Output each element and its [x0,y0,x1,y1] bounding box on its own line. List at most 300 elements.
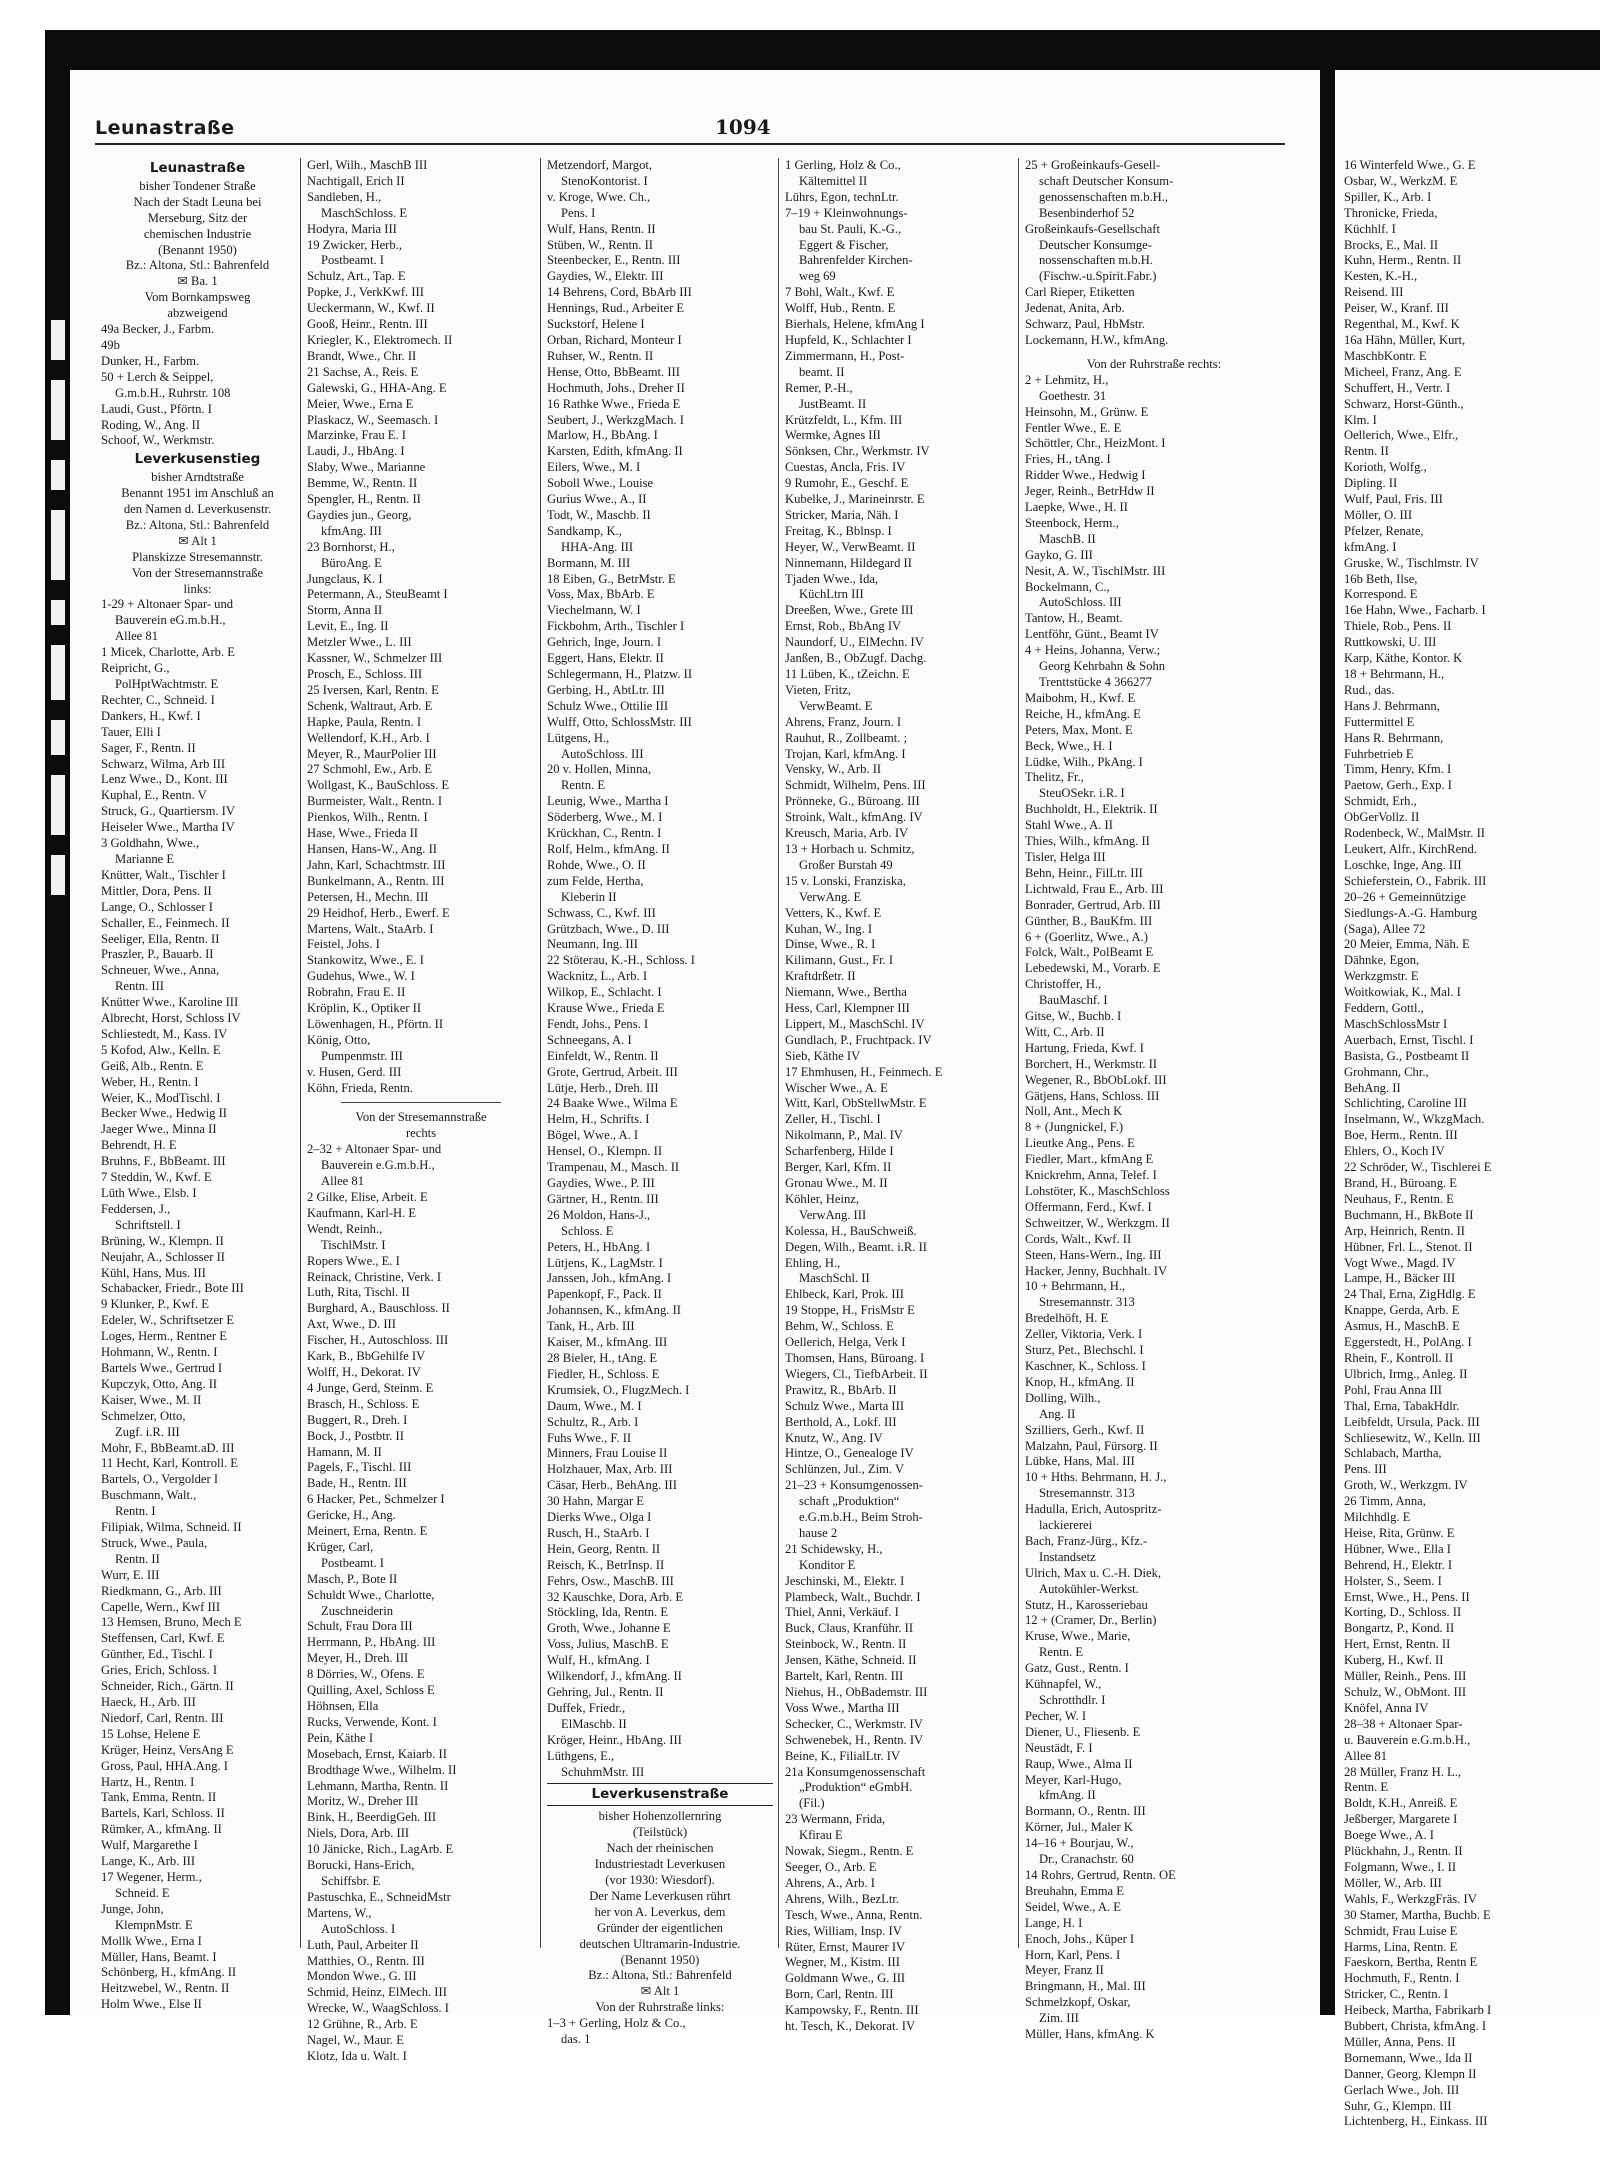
directory-entry: Cords, Walt., Kwf. II [1025,1231,1132,1246]
directory-entry: Jeger, Reinh., BetrHdw II [1025,484,1155,499]
directory-entry: Möller, W., Arb. III [1344,1875,1442,1890]
directory-entry: Schmidt, Frau Luise E [1344,1923,1458,1938]
directory-entry: Ninnemann, Hildegard II [785,555,912,570]
directory-entry: Lehmann, Martha, Rentn. II [307,1778,449,1793]
directory-entry: v. Husen, Gerd. III [307,1064,402,1079]
directory-entry: schaft Deutscher Konsum- [1039,173,1174,188]
directory-entry: Schieferstein, O., Fabrik. III [1344,873,1487,888]
directory-entry: Heise, Rita, Grünw. E [1344,1525,1455,1540]
directory-entry: 6 + (Goerlitz, Wwe., A.) [1025,929,1148,944]
directory-entry: (Teilstück) [632,1825,688,1840]
directory-entry: Gätjens, Hans, Schloss. III [1025,1088,1160,1103]
directory-entry: Bink, H., BeerdigGeh. III [307,1810,437,1825]
directory-entry: Knickrehm, Anna, Telef. I [1025,1168,1157,1183]
directory-entry: Wellendorf, K.H., Arb. I [307,730,430,745]
directory-entry: Schuffert, H., Vertr. I [1344,380,1451,395]
directory-entry: Dierks Wwe., Olga I [547,1510,652,1525]
directory-entry: 3 Goldhahn, Wwe., [101,836,200,851]
directory-entry: König, Otto, [307,1032,371,1047]
directory-entry: Rucks, Verwende, Kont. I [307,1714,437,1729]
column-3 [540,158,779,2047]
directory-entry: AutoSchloss. III [561,746,644,761]
directory-entry: Rümker, A., kfmAng. II [101,1822,222,1837]
directory-entry: Stricker, Maria, Näh. I [785,507,899,522]
directory-entry: Bongartz, P., Kond. II [1344,1621,1455,1636]
directory-entry: 8 Dörries, W., Ofens. E [307,1667,425,1682]
directory-entry: Fickbohm, Arth., Tischler I [547,619,685,634]
directory-entry: Buchholdt, H., Elektrik. II [1025,802,1158,817]
directory-entry: Schult, Frau Dora III [307,1619,413,1634]
directory-entry: Herrmann, P., HbAng. III [307,1635,436,1650]
directory-entry: Gaydies, W., Elektr. III [547,269,664,284]
directory-entry: Geiß, Alb., Rentn. E [101,1058,204,1073]
directory-entry: Bormann, O., Rentn. III [1025,1804,1146,1819]
directory-entry: BehAng. II [1344,1080,1401,1095]
directory-entry: Brandt, Wwe., Chr. II [307,348,417,363]
directory-entry: Jahn, Karl, Schachtmstr. III [307,857,446,872]
directory-entry: Sönksen, Chr., Werkmstr. IV [785,444,930,459]
directory-entry: Nesit, A. W., TischlMstr. III [1025,563,1166,578]
directory-entry: Auerbach, Ernst, Tischl. I [1344,1032,1474,1047]
directory-entry: Gross, Paul, HHA.Ang. I [101,1758,228,1773]
directory-entry: Peiser, W., Kranf. III [1344,301,1449,316]
directory-entry: Offermann, Ferd., Kwf. I [1025,1199,1152,1214]
directory-entry: Jaeger Wwe., Minna II [101,1122,217,1137]
directory-entry: Kaufmann, Karl-H. E [307,1205,417,1220]
directory-entry: Trampenau, M., Masch. II [547,1160,680,1175]
directory-entry: Levit, E., Ing. II [307,619,389,634]
directory-entry: G.m.b.H., Ruhrstr. 108 [115,385,231,400]
directory-entry: Behrend, H., Elektr. I [1344,1557,1453,1572]
directory-entry: Kröger, Heinr., HbAng. III [547,1732,682,1747]
directory-entry: Zim. III [1039,2011,1079,2026]
directory-entry: Gaydies, Wwe., P. III [547,1176,655,1190]
directory-entry: Berthold, A., Lokf. III [785,1414,897,1429]
directory-entry: Boe, Herm., Rentn. III [1344,1128,1458,1143]
directory-entry: 17 Wegener, Herm., [101,1869,202,1884]
directory-entry: Meyer, Franz II [1025,1963,1104,1978]
directory-entry: Tauer, Elli I [101,724,161,739]
directory-entry: Schecker, C., Werkmstr. IV [785,1716,923,1731]
directory-entry: Helm, H., Schrifts. I [547,1112,650,1127]
directory-entry: SteuOSekr. i.R. I [1039,786,1125,801]
directory-entry: Wischer Wwe., A. E [785,1080,888,1095]
directory-entry: Rentn. II [1344,444,1389,459]
directory-entry: (Saga), Allee 72 [1344,921,1426,936]
directory-entry: Sandleben, H., [307,189,382,204]
directory-entry: Instandsetz [1039,1549,1096,1564]
directory-entry: Konditor E [799,1557,856,1572]
directory-entry: Raup, Wwe., Alma II [1025,1756,1133,1771]
directory-entry: (vor 1930: Wiesdorf). [605,1872,715,1887]
directory-entry: Hensel, O., Klempn. II [547,1144,663,1159]
directory-entry: VerwBeamt. E [799,698,873,713]
directory-entry: Fendt, Johs., Pens. I [547,1016,649,1031]
directory-entry: Kuphal, E., Rentn. V [101,788,207,803]
directory-entry: 28 Müller, Franz H. L., [1344,1764,1462,1779]
directory-entry: MaschSchlossMstr I [1344,1016,1448,1031]
directory-entry: Junge, John, [101,1901,164,1916]
directory-entry: Vom Bornkampsweg [144,290,251,305]
directory-entry: Voss, Julius, MaschB. E [547,1637,669,1652]
directory-entry: Matthies, O., Rentn. III [307,1953,425,1968]
directory-entry: Heinsohn, M., Grünw. E [1025,404,1149,419]
directory-entry: Sieb, Käthe IV [785,1048,861,1063]
directory-entry: Goethestr. 31 [1039,388,1107,403]
directory-entry: Roding, W., Ang. II [101,417,201,432]
directory-entry: Söderberg, Wwe., M. I [547,810,663,825]
directory-entry: Witt, C., Arb. II [1025,1024,1105,1039]
directory-entry: Reipricht, G., [101,661,170,676]
directory-entry: Wendt, Reinh., [307,1221,383,1236]
directory-entry: Heitzwebel, W., Rentn. II [101,1981,230,1996]
directory-entry: Masch, P., Bote II [307,1571,398,1586]
directory-entry: Wulf, Hans, Rentn. II [547,221,656,236]
directory-entry: Struck, G., Quartiersm. IV [101,804,235,819]
directory-entry: 1 Gerling, Holz & Co., [785,158,901,172]
directory-entry: Wegner, M., Kistm. III [785,1955,900,1970]
directory-entry: Einfeldt, W., Rentn. II [547,1048,659,1063]
directory-entry: Bartelt, Karl, Rentn. III [785,1669,904,1684]
directory-entry: Regenthal, M., Kwf. K [1344,317,1460,332]
directory-entry: e.G.m.b.H., Beim Stroh- [799,1510,923,1525]
directory-entry: Noll, Ant., Mech K [1025,1104,1123,1119]
directory-entry: Reisch, K., BetrInsp. II [547,1557,665,1572]
directory-entry: Neuhaus, F., Rentn. E [1344,1191,1454,1206]
directory-entry: Rolf, Helm., kfmAng. II [547,841,670,856]
directory-entry: AutoSchloss. III [1039,595,1122,610]
directory-entry: Pens. I [561,205,596,220]
directory-entry: 4 Junge, Gerd, Steinm. E [307,1380,434,1395]
directory-entry: 14 Behrens, Cord, BbArb III [547,285,692,300]
directory-entry: Lockemann, H.W., kfmAng. [1025,332,1169,347]
directory-entry: 10 + Hths. Behrmann, H. J., [1025,1470,1167,1485]
directory-entry: Schrotthdlr. I [1039,1693,1106,1707]
directory-entry: Jedenat, Anita, Arb. [1025,301,1125,316]
directory-entry: Ries, William, Insp. IV [785,1923,902,1938]
directory-entry: weg 69 [799,269,836,284]
directory-entry: Minners, Frau Louise II [547,1446,668,1461]
directory-entry: Bz.: Altona, Stl.: Bahrenfeld [588,1968,732,1983]
directory-entry: Metzler Wwe., L. III [307,635,412,650]
directory-entry: 14–16 + Bourjau, W., [1025,1836,1134,1851]
directory-entry: Dankers, H., Kwf. I [101,708,201,723]
directory-entry: 16b Beth, Ilse, [1344,571,1418,586]
directory-entry: 21 Schidewsky, H., [785,1541,883,1556]
directory-entry: Wulf, H., kfmAng. I [547,1653,650,1668]
directory-entry: Industriestadt Leverkusen [594,1857,726,1872]
directory-entry: Löwenhagen, H., Pförtn. II [307,1016,444,1031]
directory-entry: Autokühler-Werkst. [1039,1581,1139,1596]
directory-entry: Bartels, O., Vergolder I [101,1472,219,1487]
directory-entry: Kuberg, H., Kwf. II [1344,1653,1444,1668]
directory-entry: Borucki, Hans-Erich, [307,1858,415,1873]
directory-entry: Wulff, Otto, SchlossMstr. III [547,714,692,729]
directory-entry: 32 Kauschke, Dora, Arb. E [547,1589,684,1604]
directory-entry: Von der Ruhrstraße links: [595,2000,725,2015]
directory-entry: 11 Lüben, K., tZeichn. E [785,667,910,681]
directory-entry: Gitse, W., Buchb. I [1025,1009,1122,1024]
directory-entry: Bock, J., Postbtr. II [307,1428,404,1443]
directory-entry: Rhein, F., Kontroll. II [1344,1350,1454,1365]
directory-entry: Gerlach Wwe., Joh. III [1344,2082,1460,2097]
directory-entry: Schliestedt, M., Kass. IV [101,1026,228,1041]
directory-entry: Boege Wwe., A. I [1344,1828,1435,1843]
directory-entry: StenoKontorist. I [561,173,648,188]
directory-entry: Klm. I [1344,412,1377,427]
directory-entry: bau St. Pauli, K.-G., [799,221,902,236]
directory-entry: Loschke, Inge, Ang. III [1344,857,1462,872]
directory-entry: Krützfeldt, L., Kfm. III [785,412,903,427]
directory-entry: 2 Gilke, Elise, Arbeit. E [307,1190,428,1204]
directory-entry: Wolff, Hub., Rentn. E [785,301,896,316]
directory-entry: 1 Micek, Charlotte, Arb. E [101,645,235,660]
directory-entry: Kfirau E [799,1828,843,1843]
directory-entry: 2 + Lehmitz, H., [1025,372,1109,387]
directory-entry: Rüter, Ernst, Maurer IV [785,1939,906,1954]
directory-entry: 23 Bornhorst, H., [307,539,395,554]
directory-entry: Müller, Reinh., Pens. III [1344,1669,1467,1684]
directory-entry: Wilkop, E., Schlacht. I [547,985,662,1000]
directory-entry: Rentn. E [1344,1780,1389,1795]
directory-entry: Behn, Heinr., FilLtr. III [1025,865,1143,880]
directory-entry: genossenschaften m.b.H., [1039,189,1169,204]
directory-entry: Gerbing, H., AbtLtr. III [547,682,665,697]
directory-entry: Kilimann, Gust., Fr. I [785,953,894,968]
directory-entry: Kriegler, K., Elektromech. II [307,332,453,347]
directory-entry: Peters, H., HbAng. I [547,1239,651,1254]
directory-entry: Fuhrbetrieb E [1344,746,1414,761]
directory-entry: Wiegers, Cl., TiefbArbeit. II [785,1366,928,1381]
directory-entry: Timm, Henry, Kfm. I [1344,762,1452,777]
directory-entry: Storm, Anna II [307,603,383,618]
directory-entry: Knöfel, Anna IV [1344,1700,1429,1715]
directory-entry: Müller, Hans, kfmAng. K [1025,2027,1155,2042]
directory-entry: Bade, H., Rentn. III [307,1476,407,1491]
directory-entry: Bach, Franz-Jürg., Kfz.- [1025,1533,1148,1548]
directory-entry: Hochmuth, F., Rentn. I [1344,1971,1460,1986]
directory-entry: Plambeck, Walt., Buchdr. I [785,1589,921,1604]
directory-entry: u. Bauverein e.G.m.b.H., [1344,1732,1471,1747]
directory-entry: Kraftdrßetr. II [785,969,856,984]
directory-entry: Kruse, Wwe., Marie, [1025,1629,1131,1644]
directory-entry: Freitag, K., Bblnsp. I [785,523,892,538]
directory-entry: Rentn. E [1039,1645,1084,1660]
directory-entry: Thronicke, Frieda, [1344,205,1438,220]
directory-entry: Steenbecker, E., Rentn. III [547,253,681,268]
directory-entry: Schulz, W., ObMont. III [1344,1685,1467,1699]
directory-entry: Duffek, Friedr., [547,1700,626,1715]
directory-entry: Seeliger, Ella, Rentn. II [101,931,220,946]
directory-entry: Knappe, Gerda, Arb. E [1344,1303,1460,1318]
directory-entry: Ridder Wwe., Hedwig I [1025,468,1146,483]
right-page-column [1340,158,1590,2129]
directory-entry: Todt, W., Maschb. II [547,507,651,522]
directory-entry: Degen, Wilh., Beamt. i.R. II [785,1239,927,1254]
directory-entry: Schenk, Waltraut, Arb. E [307,698,433,713]
directory-entry: Mosebach, Ernst, Kaiarb. II [307,1746,447,1761]
directory-entry: Prönneke, G., Büroang. III [785,794,920,809]
directory-entry: Körner, Jul., Maler K [1025,1820,1133,1835]
directory-entry: Gerl, Wilh., MaschB III [307,158,428,172]
directory-entry: Besenbinderhof 52 [1039,205,1135,220]
directory-entry: Wacknitz, L., Arb. I [547,969,648,984]
directory-entry: kfmAng. I [1344,539,1397,554]
directory-entry: Rodenbeck, W., MalMstr. II [1344,826,1485,841]
directory-entry: Fiedler, Mart., kfmAng E [1025,1152,1154,1167]
directory-entry: Wrecke, W., WaagSchloss. I [307,2001,449,2016]
directory-entry: Pagels, F., Tischl. III [307,1460,412,1475]
directory-entry: 10 Jänicke, Rich., LagArb. E [307,1842,454,1857]
directory-entry: Georg Kehrbahn & Sohn [1039,659,1166,674]
directory-entry: 1-29 + Altonaer Spar- und [101,597,234,612]
directory-entry: Cuestas, Ancla, Fris. IV [785,460,906,475]
directory-entry: Allee 81 [321,1174,365,1189]
directory-entry: Struck, Wwe., Paula, [101,1535,208,1550]
directory-entry: 21a Konsumgenossenschaft [785,1764,926,1779]
directory-entry: Von der Stresemannstraße [355,1110,487,1125]
directory-entry: Kreusch, Maria, Arb. IV [785,826,909,841]
directory-entry: nossenschaften m.b.H. [1039,253,1154,268]
directory-entry: bisher Arndtstraße [151,470,244,485]
directory-entry: 24 Thal, Erna, ZigHdlg. E [1344,1287,1476,1302]
page-header [95,115,1285,145]
directory-entry: Bockelmann, C., [1025,579,1110,594]
directory-entry: Oellerich, Wwe., Elfr., [1344,428,1459,443]
directory-entry: Schlichting, Caroline III [1344,1096,1467,1111]
directory-entry: Slaby, Wwe., Marianne [307,460,426,475]
directory-entry: Dähnke, Egon, [1344,953,1420,968]
directory-entry: Thomsen, Hans, Büroang. I [785,1350,925,1365]
directory-entry: Ueckermann, W., Kwf. II [307,301,435,316]
directory-entry: 20–26 + Gemeinnützige [1344,889,1466,904]
directory-entry: Viechelmann, W. I [547,603,641,618]
directory-entry: Kühl, Hans, Mus. III [101,1265,206,1280]
directory-entry: 25 Iversen, Karl, Rentn. E [307,682,439,697]
directory-entry: Kolessa, H., BauSchweiß. [785,1223,917,1238]
directory-entry: Remer, P.-H., [785,380,853,395]
directory-entry: Gehring, Jul., Rentn. II [547,1685,664,1699]
directory-entry: 16 Rathke Wwe., Frieda E [547,396,681,411]
directory-entry: Folgmann, Wwe., I. II [1344,1859,1457,1874]
directory-entry: Robrahn, Frau E. II [307,985,406,1000]
directory-entry: Kältemittel II [799,173,868,188]
directory-entry: Schulz Wwe., Ottilie III [547,698,669,713]
directory-entry: Voss, Max, BbArb. E [547,587,655,602]
directory-entry: Großer Burstah 49 [799,857,893,872]
directory-entry: Zuschneiderin [321,1603,394,1618]
directory-entry: Schwass, C., Kwf. III [547,905,656,920]
directory-entry: KüchLtrn III [799,587,864,602]
directory-entry: Hupfeld, K., Schlachter I [785,332,912,347]
directory-entry: Sturz, Pet., Blechschl. I [1025,1343,1144,1358]
directory-entry: Kampowsky, F., Rentn. III [785,2003,919,2018]
directory-entry: Pumpenmstr. III [321,1048,403,1063]
directory-entry: Krumsiek, O., FlugzMech. I [547,1382,690,1397]
directory-entry: lackiererei [1039,1518,1093,1533]
directory-entry: Heibeck, Martha, Fabrikarb I [1344,2003,1492,2018]
directory-entry: Prawitz, R., BbArb. II [785,1382,897,1397]
directory-entry: Zugf. i.R. III [115,1424,180,1439]
directory-entry: Kaiser, M., kfmAng. III [547,1335,668,1350]
directory-entry: Krüger, Heinz, VersAng E [101,1742,234,1757]
directory-entry: 49a Becker, J., Farbm. [101,322,215,337]
directory-entry: bisher Tondener Straße [139,178,256,193]
directory-entry: Kühnapfel, W., [1025,1677,1102,1692]
directory-entry: Kesten, K.-H., [1344,269,1418,284]
directory-entry: Dunker, H., Farbm. [101,353,200,368]
directory-entry: Ahrens, Franz, Journ. I [785,714,902,729]
directory-entry: 49b [101,337,120,352]
directory-entry: Leunig, Wwe., Martha I [547,794,669,809]
directory-entry: 13 + Horbach u. Schmitz, [785,841,915,856]
directory-entry: 10 + Behrmann, H., [1025,1279,1126,1294]
directory-entry: 22 Stöterau, K.-H., Schloss. I [547,953,695,968]
directory-entry: Schönberg, H., kfmAng. II [101,1965,237,1980]
directory-entry: Kröplin, K., Optiker II [307,1001,422,1016]
directory-entry: Rechter, C., Schneid. I [101,692,215,707]
directory-entry: Thies, Wilh., kfmAng. II [1025,834,1150,849]
directory-entry: Tjaden Wwe., Ida, [785,571,879,586]
directory-entry: ✉ Alt 1 [640,1984,680,1999]
directory-entry: 7 Steddin, W., Kwf. E [101,1170,212,1185]
directory-entry: Kupczyk, Otto, Ang. II [101,1376,218,1391]
directory-entry: 21–23 + Konsumgenossen- [785,1478,923,1493]
directory-entry: Heiseler Wwe., Martha IV [101,820,235,835]
directory-entry: 19 Zwicker, Herb., [307,237,402,252]
directory-entry: 12 + (Cramer, Dr., Berlin) [1025,1613,1157,1628]
directory-entry: 18 + Behrmann, H., [1344,667,1445,681]
directory-entry: Tantow, H., Beamt. [1025,611,1123,626]
directory-entry: Ropers Wwe., E. I [307,1253,400,1268]
running-head: Leunastraße [95,117,235,139]
directory-entry: Schmidt, Wilhelm, Pens. III [785,778,926,793]
directory-entry: Bartels Wwe., Gertrud I [101,1360,223,1375]
directory-entry: Borchert, H., Werkmstr. II [1025,1056,1158,1071]
directory-entry: deutschen Ultramarin-Industrie. [579,1936,741,1951]
directory-entry: 17 Ehmhusen, H., Feinmech. E [785,1064,943,1079]
directory-entry: Osbar, W., WerkzM. E [1344,173,1458,188]
directory-entry: Lütje, Herb., Dreh. III [547,1080,659,1095]
directory-entry: Werkzgmstr. E [1344,969,1419,984]
directory-entry: Postbeamt. I [321,1555,384,1570]
directory-entry: Hess, Carl, Klempner III [785,1001,910,1016]
directory-entry: Behm, W., Schloss. E [785,1319,894,1334]
directory-entry: Thal, Erna, TabakHdlr. [1344,1398,1460,1413]
directory-entry: Jeschinski, M., Elektr. I [785,1573,905,1588]
directory-entry: Zimmermann, H., Post- [785,348,905,363]
directory-entry: Schloss. E [561,1223,614,1238]
directory-entry: Quilling, Axel, Schloss E [307,1683,435,1698]
directory-entry: Grohmann, Chr., [1344,1064,1429,1079]
directory-columns [95,158,1290,2063]
directory-entry: Nachtigall, Erich II [307,173,405,188]
directory-entry: Schmelzer, Otto, [101,1408,186,1423]
directory-entry: Nowak, Siegm., Rentn. E [785,1844,914,1859]
directory-entry: Schliesewitz, W., Kelln. III [1344,1430,1481,1445]
directory-entry: Cäsar, Herb., BehAng. III [547,1478,677,1493]
directory-entry: kfmAng. III [321,523,382,538]
directory-entry: Schulz Wwe., Marta III [785,1398,905,1413]
directory-entry: Feddersen, J., [101,1201,171,1216]
directory-entry: 7 Bohl, Walt., Kwf. E [785,285,895,300]
directory-entry: Bonrader, Gertrud, Arb. III [1025,897,1161,912]
directory-entry: Riedkmann, G., Arb. III [101,1583,222,1598]
directory-entry: ✉ Alt 1 [178,533,217,548]
directory-entry: Gärtner, H., Rentn. III [547,1191,659,1206]
directory-entry: Harms, Lina, Rentn. E [1344,1939,1458,1954]
directory-entry: Paetow, Gerh., Exp. I [1344,778,1452,793]
